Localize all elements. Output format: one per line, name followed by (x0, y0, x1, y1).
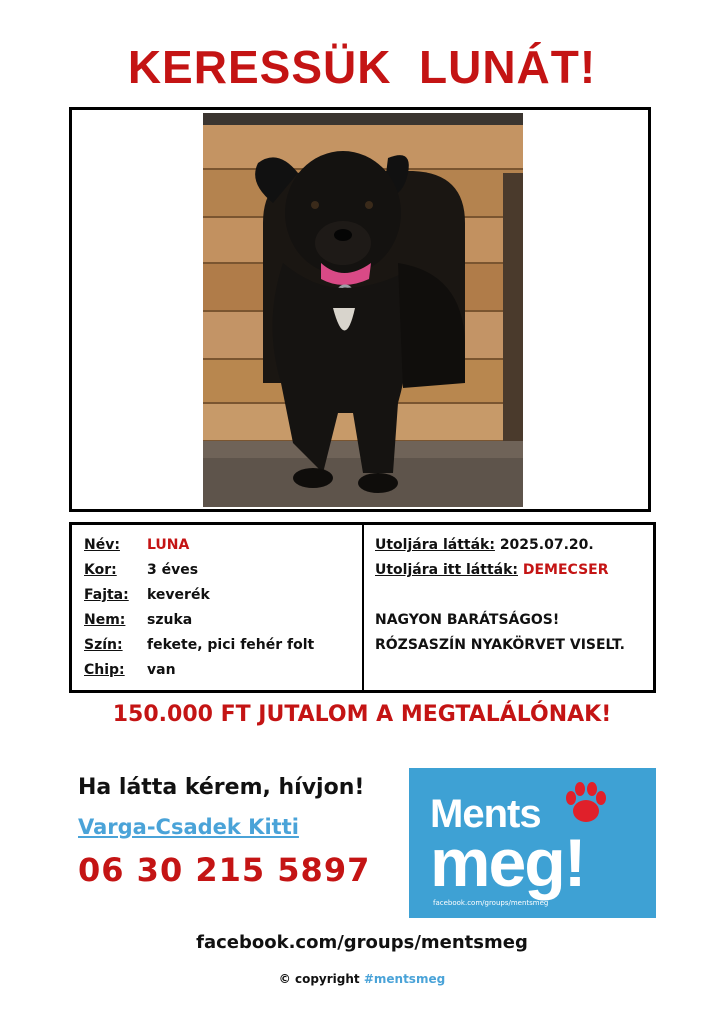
note-collar: RÓZSASZÍN NYAKÖRVET VISELT. (375, 637, 625, 653)
details-box (69, 522, 656, 693)
detail-row-age (84, 562, 199, 578)
facebook-link[interactable]: facebook.com/groups/mentsmeg (196, 932, 528, 953)
detail-value: 3 éves (147, 562, 199, 578)
logo-text-ments: Ments (430, 792, 541, 836)
detail-label: Nem: (84, 612, 126, 628)
detail-row-breed (84, 587, 210, 603)
detail-row-sex (84, 612, 193, 628)
detail-label: Szín: (84, 637, 123, 653)
detail-value: fekete, pici fehér folt (147, 637, 315, 653)
details-divider (362, 525, 364, 690)
last-seen-place-row (375, 562, 609, 578)
detail-label: Kor: (84, 562, 117, 578)
note-friendly: NAGYON BARÁTSÁGOS! (375, 612, 560, 628)
last-seen-date-row (375, 537, 594, 553)
phone-number[interactable]: 06 30 215 5897 (78, 851, 371, 889)
call-to-action: Ha látta kérem, hívjon! (78, 775, 365, 800)
detail-row-chip (84, 662, 176, 678)
dog-photo (203, 113, 523, 507)
detail-row-color (84, 637, 315, 653)
detail-value: keverék (147, 587, 210, 603)
copyright (0, 972, 724, 986)
detail-label: Fajta: (84, 587, 129, 603)
last-seen-date-label: Utoljára látták: (375, 537, 495, 553)
last-seen-place-label: Utoljára itt látták: (375, 562, 518, 578)
detail-value: LUNA (147, 537, 190, 553)
poster-title: KERESSÜK LUNÁT! (127, 41, 597, 93)
logo-url: facebook.com/groups/mentsmeg (433, 899, 549, 907)
detail-value: szuka (147, 612, 193, 628)
reward-banner: 150.000 FT JUTALOM A MEGTALÁLÓNAK! (112, 702, 612, 727)
copyright-hashtag[interactable]: #mentsmeg (363, 972, 446, 986)
last-seen-place-value: DEMECSER (522, 562, 609, 578)
contact-name-link[interactable]: Varga-Csadek Kitti (78, 815, 299, 839)
last-seen-date-value: 2025.07.20. (499, 537, 594, 553)
detail-row-name (84, 537, 190, 553)
detail-label: Chip: (84, 662, 125, 678)
copyright-prefix: © copyright (278, 972, 364, 986)
ments-meg-logo[interactable] (409, 768, 656, 918)
detail-label: Név: (84, 537, 120, 553)
paw-icon (561, 778, 611, 828)
logo-text-meg: meg! (430, 825, 585, 901)
detail-value: van (147, 662, 176, 678)
dog-in-kennel-image (203, 113, 523, 507)
photo-frame (69, 107, 651, 512)
